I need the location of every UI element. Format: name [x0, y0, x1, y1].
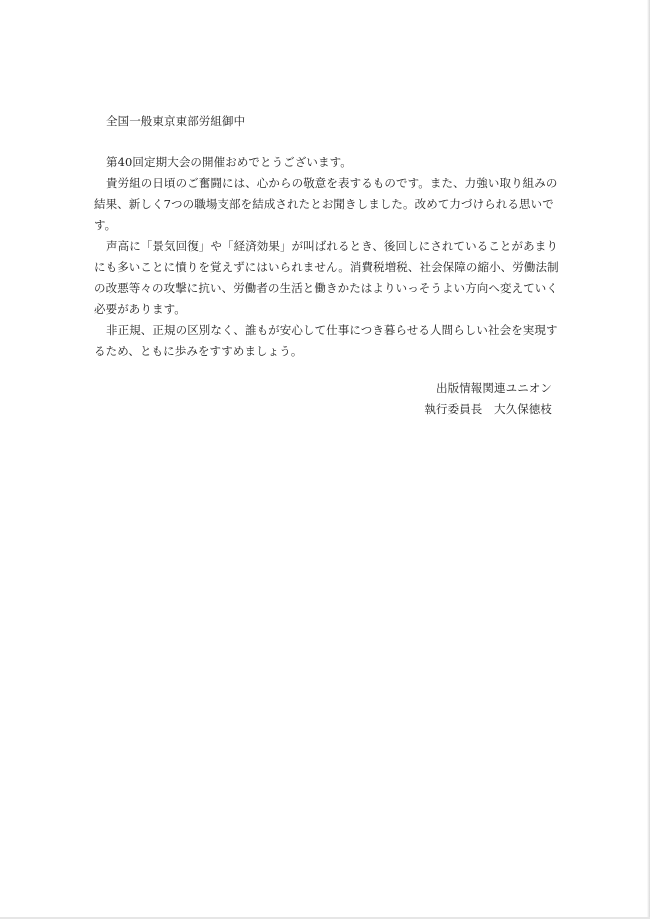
- body-paragraph-3-line-2: るため、ともに歩みをすすめましょう。: [94, 344, 303, 358]
- greeting-paragraph-line: 第40回定期大会の開催おめでとうございます。: [106, 155, 352, 169]
- body-paragraph-2-line-1: 声高に「景気回復」や「経済効果」が叫ばれるとき、後回しにされていることがあまり: [106, 239, 558, 253]
- body-paragraph-1-line-3: す。: [94, 218, 117, 232]
- addressee-line: 全国一般東京東部労組御中: [106, 114, 246, 128]
- body-paragraph-3-line-1: 非正規、正規の区別なく、誰もが安心して仕事につき暮らせる人間らしい社会を実現す: [106, 323, 558, 337]
- body-paragraph-1-line-1: 貴労組の日頃のご奮闘には、心からの敬意を表するものです。また、力強い取り組みの: [106, 176, 558, 190]
- body-paragraph-2-line-4: 必要があります。: [94, 302, 186, 316]
- body-paragraph-2-line-2: にも多いことに憤りを覚えずにはいられません。消費税増税、社会保障の縮小、労働法制: [94, 260, 559, 274]
- signature-title-name: 執行委員長 大久保徳枝: [424, 402, 552, 416]
- body-paragraph-1-line-2: 結果、新しく7つの職場支部を結成されたとお聞きしました。改めて力づけられる思いで: [94, 197, 554, 211]
- signature-organization: 出版情報関連ユニオン: [436, 381, 552, 395]
- body-paragraph-2-line-3: の改悪等々の攻撃に抗い、労働者の生活と働きかたはよりいっそうよい方向へ変えていく: [94, 281, 558, 295]
